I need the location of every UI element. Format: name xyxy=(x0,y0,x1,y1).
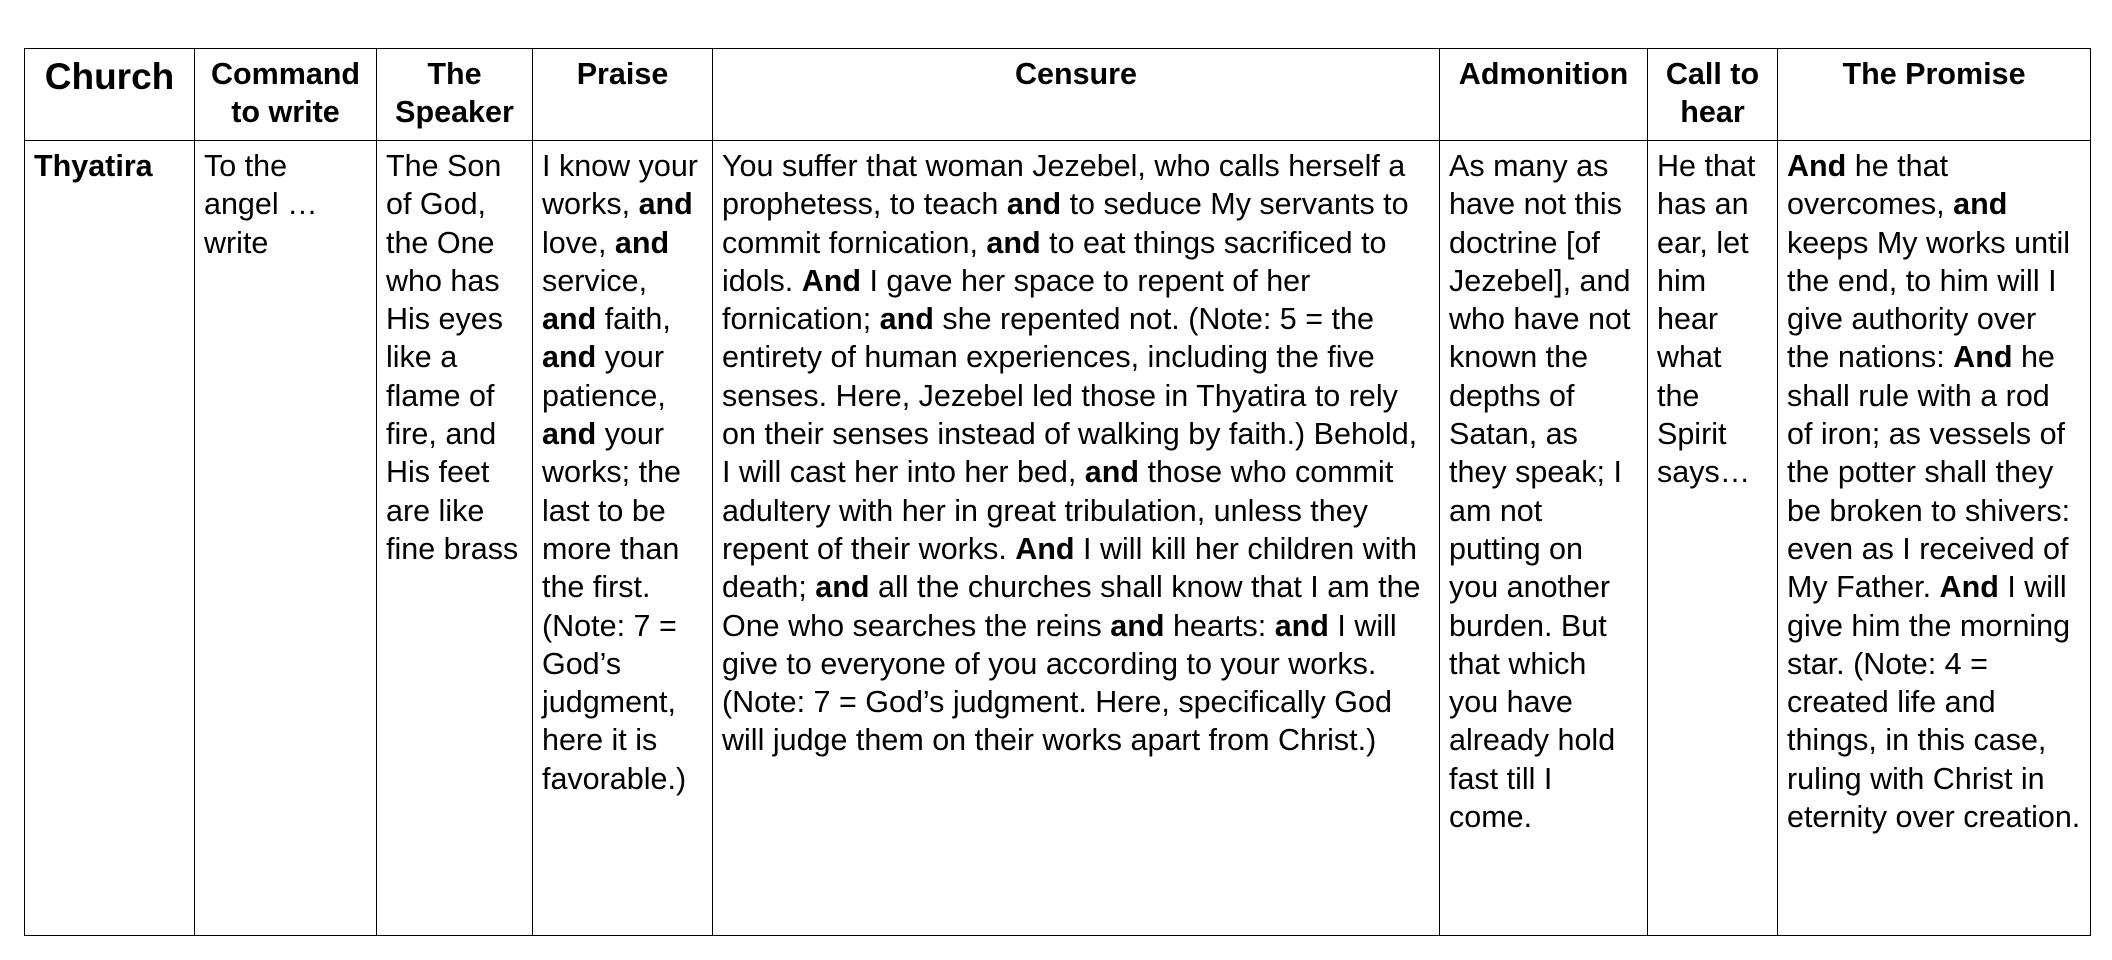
table-row xyxy=(25,141,2091,936)
cell-speaker: The Son of God, the One who has His eyes like a flame of fire, and His feet are like fine brass xyxy=(377,141,533,936)
bold-text-segment: And xyxy=(801,263,861,298)
text-segment: he shall rule with a rod of iron; as vessels of the potter shall they be broken to shivers: even as I received of My Father. xyxy=(1787,340,2071,605)
text-segment: those who commit adultery with her in great tribulation, unless they repent of their works. xyxy=(722,455,1394,566)
header-censure: Censure xyxy=(713,49,1440,141)
text-segment: service, xyxy=(542,263,648,298)
header-admonition: Admonition xyxy=(1440,49,1648,141)
header-command: Command to write xyxy=(195,49,377,141)
text-segment: to seduce My servants to commit fornication, xyxy=(722,187,1409,260)
text-segment: I will give to everyone of you according to your works. (Note: 7 = God’s judgment. Here, specifically God will judge them on their works apart from Christ.) xyxy=(722,608,1397,758)
cell-call: He that has an ear, let him hear what the Spirit says… xyxy=(1648,141,1778,936)
text-segment: to eat things sacrificed to idols. xyxy=(722,225,1387,298)
bold-text-segment: and xyxy=(815,570,870,605)
text-segment: your works; the last to be more than the first. (Note: 7 = God’s judgment, here it is favorable.) xyxy=(542,417,687,796)
bold-text-segment: and xyxy=(542,340,597,375)
header-church: Church xyxy=(25,49,195,141)
header-speaker: The Speaker xyxy=(377,49,533,141)
text-segment: love, xyxy=(542,225,615,260)
cell-command: To the angel …write xyxy=(195,141,377,936)
bold-text-segment: And xyxy=(1939,570,1999,605)
bold-text-segment: And xyxy=(1953,340,2013,375)
cell-promise xyxy=(1778,141,2091,936)
bold-text-segment: and xyxy=(1084,455,1140,490)
text-segment: he that overcomes, xyxy=(1787,149,1954,222)
churches-table xyxy=(24,48,2091,936)
bold-text-segment: and xyxy=(638,187,693,222)
text-segment: your patience, xyxy=(542,340,666,413)
text-segment: all the churches shall know that I am the One who searches the reins xyxy=(722,570,1421,643)
bold-text-segment: and xyxy=(879,302,934,337)
bold-text-segment: and xyxy=(542,302,597,337)
bold-text-segment: and xyxy=(1274,608,1329,643)
text-segment: hearts: xyxy=(1164,608,1275,643)
bold-text-segment: and xyxy=(542,417,597,452)
text-segment: I will give him the morning star. (Note: 4 = created life and things, in this case, ruling with Christ in eternity over creation. xyxy=(1787,570,2081,835)
bold-text-segment: and xyxy=(1006,187,1062,222)
text-segment: You suffer that woman Jezebel, who calls herself a prophetess, to teach xyxy=(722,149,1406,222)
header-promise: The Promise xyxy=(1778,49,2091,141)
text-segment: I know your works, xyxy=(542,149,698,222)
bold-text-segment: and xyxy=(614,225,670,260)
cell-praise xyxy=(533,141,713,936)
header-call: Call to hear xyxy=(1648,49,1778,141)
text-segment: keeps My works until the end, to him will I give authority over the nations: xyxy=(1787,225,2071,375)
bold-text-segment: and xyxy=(1953,187,2008,222)
text-segment: faith, xyxy=(596,302,671,337)
text-segment: I will kill her children with death; xyxy=(722,531,1417,605)
cell-admonition: As many as have not this doctrine [of Jezebel], and who have not known the depths of Satan, as they speak; I am not putting on you another burden. But that which you have already hold fast till I come. xyxy=(1440,141,1648,936)
header-praise: Praise xyxy=(533,49,713,141)
text-segment: she repented not. (Note: 5 = the entirety of human experiences, including the five senses. Here, Jezebel led those in Thyatira to rely on their senses instead of walking by faith.) Behold, I will cast her into her bed, xyxy=(722,302,1418,490)
text-segment: I gave her space to repent of her fornication; xyxy=(722,263,1311,337)
bold-text-segment: and xyxy=(1110,608,1165,643)
bold-text-segment: and xyxy=(986,225,1041,260)
bold-text-segment: And xyxy=(1015,531,1075,566)
cell-censure xyxy=(713,141,1440,936)
header-row xyxy=(25,49,2091,141)
cell-church: Thyatira xyxy=(25,141,195,936)
bold-text-segment: And xyxy=(1787,149,1847,183)
